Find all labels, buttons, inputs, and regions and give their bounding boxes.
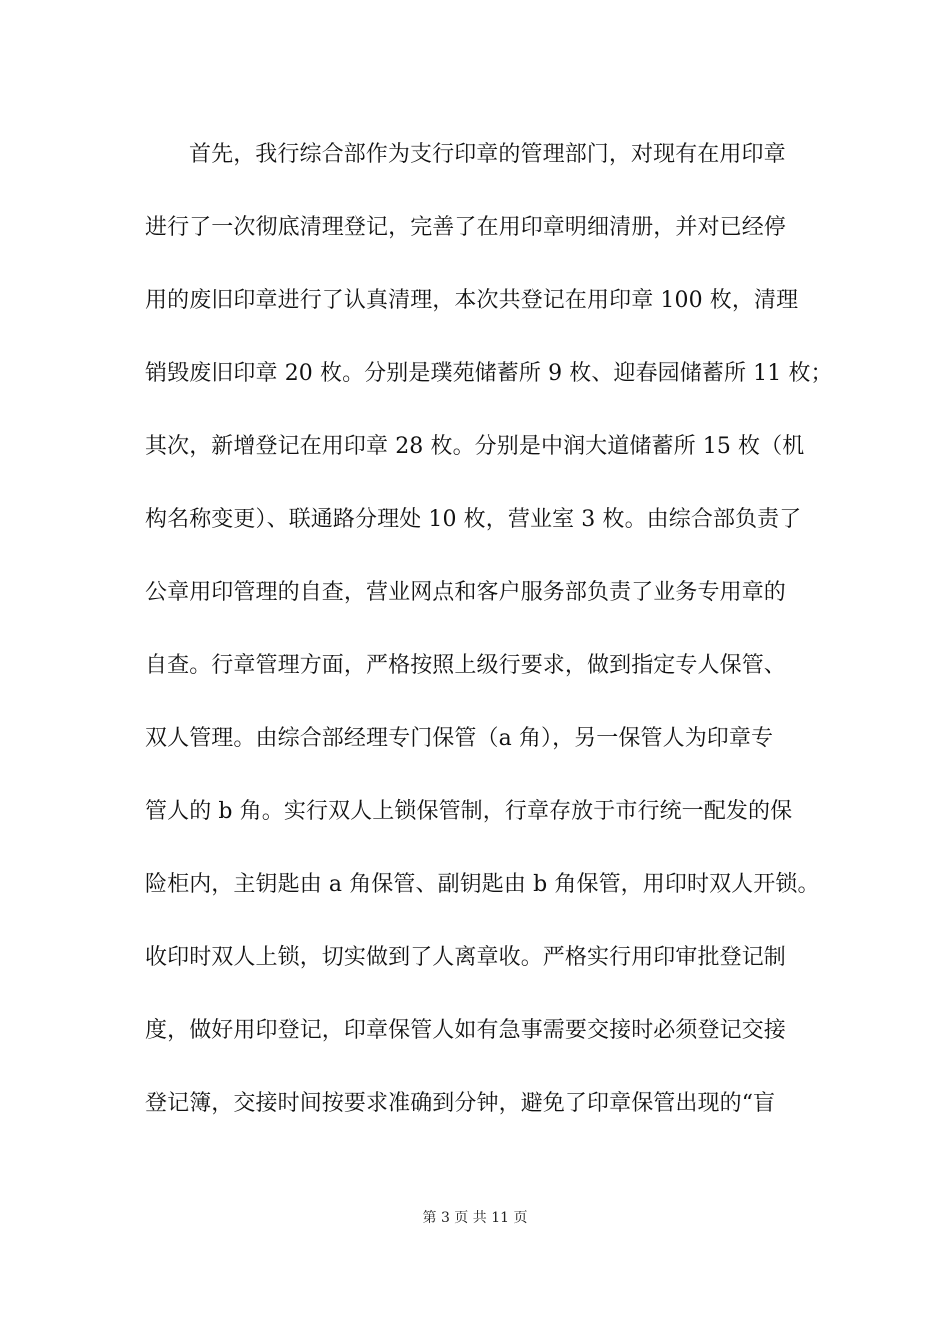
paragraph-line: 管人的 b 角。实行双人上锁保管制，行章存放于市行统一配发的保 <box>145 799 793 824</box>
paragraph-line: 自查。行章管理方面，严格按照上级行要求，做到指定专人保管、 <box>145 653 786 678</box>
paragraph-line: 用的废旧印章进行了认真清理，本次共登记在用印章 100 枚，清理 <box>145 288 799 313</box>
page-number-footer: 第 3 页 共 11 页 <box>422 1210 528 1226</box>
paragraph-line: 构名称变更）、联通路分理处 10 枚，营业室 3 枚。由综合部负责了 <box>145 507 802 532</box>
paragraph-line: 进行了一次彻底清理登记，完善了在用印章明细清册，并对已经停 <box>145 215 786 240</box>
paragraph-line: 双人管理。由综合部经理专门保管（a 角），另一保管人为印章专 <box>145 726 774 751</box>
paragraph-line: 首先，我行综合部作为支行印章的管理部门，对现有在用印章 <box>189 142 786 167</box>
paragraph-line: 其次，新增登记在用印章 28 枚。分别是中润大道储蓄所 15 枚（机 <box>145 434 805 459</box>
paragraph-line: 收印时双人上锁，切实做到了人离章收。严格实行用印审批登记制 <box>145 945 786 970</box>
paragraph-line: 销毁废旧印章 20 枚。分别是璞苑储蓄所 9 枚、迎春园储蓄所 11 枚； <box>145 361 833 386</box>
paragraph-line: 登记簿，交接时间按要求准确到分钟，避免了印章保管出现的“盲 <box>145 1091 776 1116</box>
paragraph-line: 度，做好用印登记，印章保管人如有急事需要交接时必须登记交接 <box>145 1018 786 1043</box>
paragraph-line: 险柜内，主钥匙由 a 角保管、副钥匙由 b 角保管，用印时双人开锁。 <box>145 872 820 897</box>
paragraph-line: 公章用印管理的自查，营业网点和客户服务部负责了业务专用章的 <box>145 580 786 605</box>
body-text <box>145 132 833 1154</box>
